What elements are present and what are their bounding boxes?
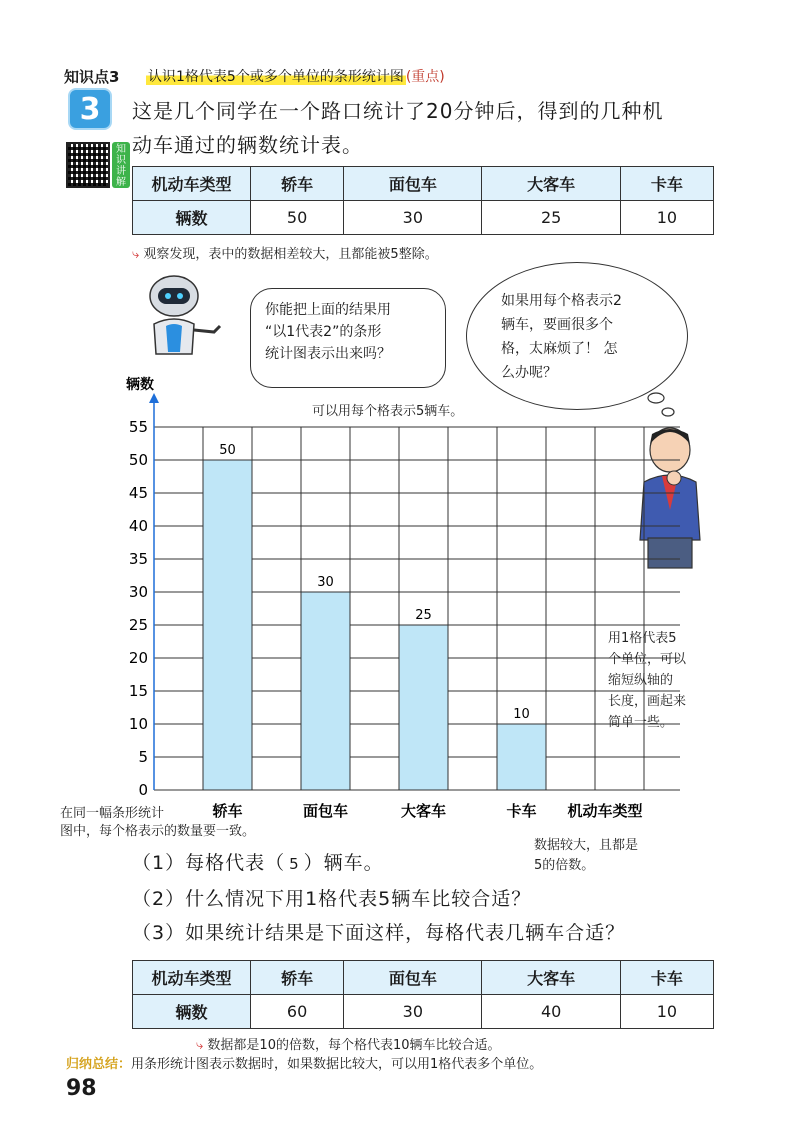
key-point-tag: (重点) <box>405 69 445 85</box>
y-tick-label: 45 <box>128 484 148 502</box>
table2-note-text: 数据都是10的倍数，每个格代表10辆车比较合适。 <box>207 1038 501 1053</box>
page-number: 98 <box>66 1076 97 1101</box>
qr-tag-label: 知识讲解 <box>112 142 130 188</box>
summary-label: 归纳总结： <box>66 1057 132 1072</box>
bar-1 <box>301 592 350 790</box>
table2-value-cell: 60 <box>251 995 344 1029</box>
y-tick-label: 50 <box>128 451 148 469</box>
x-tick-label: 大客车 <box>400 802 447 820</box>
question-1-prefix: （1）每格代表（ <box>132 852 286 874</box>
student-cloud-line: 格，太麻烦了！ 怎 <box>501 341 618 357</box>
scale-hint: 可以用每个格表示5辆车。 <box>312 404 464 419</box>
intro-line-1: 这是几个同学在一个路口统计了20分钟后，得到的几种机 <box>132 99 664 123</box>
bar-value-label: 50 <box>219 443 236 458</box>
table2-value-row <box>133 995 714 1029</box>
table1-value-row <box>133 201 714 235</box>
question-1-answer: 5 <box>289 855 300 873</box>
intro-line-2: 动车通过的辆数统计表。 <box>132 133 363 157</box>
consistency-note <box>60 805 255 841</box>
y-tick-label: 40 <box>128 517 148 535</box>
table2-header-cell: 机动车类型 <box>133 961 251 995</box>
x-axis-title: 机动车类型 <box>567 802 643 820</box>
table2-note <box>196 1034 501 1053</box>
table1-value-cell: 10 <box>620 201 713 235</box>
knowledge-point-label: 知识点3 <box>64 68 120 86</box>
y-tick-label: 30 <box>128 583 148 601</box>
y-axis-arrow-icon <box>149 393 159 403</box>
bar-3 <box>497 724 546 790</box>
table1-header-cell: 机动车类型 <box>133 167 251 201</box>
table1-header-cell: 卡车 <box>620 167 713 201</box>
bar-value-label: 30 <box>317 575 334 590</box>
bar-chart <box>60 375 680 825</box>
table1-header-cell: 面包车 <box>344 167 482 201</box>
robot-bubble-line: 你能把上面的结果用 <box>265 302 391 318</box>
consistency-note-line: 图中，每个格表示的数量要一致。 <box>60 824 256 839</box>
table2-header-cell: 轿车 <box>251 961 344 995</box>
table2-row-label: 辆数 <box>133 995 251 1029</box>
side-note <box>608 628 708 733</box>
table2-value-cell: 30 <box>344 995 482 1029</box>
table2-header-cell: 卡车 <box>620 961 713 995</box>
vehicle-count-table-1 <box>132 166 714 235</box>
problem-number-badge: 3 <box>68 88 112 130</box>
x-tick-label: 面包车 <box>302 802 349 820</box>
observation-note-text: 观察发现，表中的数据相差较大，且都能被5整除。 <box>143 247 438 262</box>
table1-value-cell: 30 <box>344 201 482 235</box>
knowledge-point-title <box>146 66 445 86</box>
side-note-line: 长度，画起来 <box>608 694 687 709</box>
knowledge-title-text: 认识1格代表5个或多个单位的条形统计图 <box>148 69 404 85</box>
table2-header-row <box>133 961 714 995</box>
robot-bubble-line: 统计图表示出来吗？ <box>265 346 391 362</box>
student-cloud-line: 辆车，要画很多个 <box>501 317 613 333</box>
table1-value-cell: 50 <box>251 201 344 235</box>
y-axis-title: 辆数 <box>126 377 154 393</box>
robot-speech-bubble <box>250 288 446 388</box>
question-1 <box>132 848 384 875</box>
y-tick-label: 10 <box>128 715 148 733</box>
student-cloud-line: 么办呢？ <box>501 365 557 381</box>
y-tick-label: 55 <box>128 418 148 436</box>
question-1-suffix: ）辆车。 <box>303 852 384 874</box>
table2-value-cell: 10 <box>620 995 713 1029</box>
bar-0 <box>203 460 252 790</box>
y-tick-label: 35 <box>128 550 148 568</box>
table1-value-cell: 25 <box>482 201 620 235</box>
observation-note <box>132 243 438 262</box>
q2-hint-line: 5的倍数。 <box>534 858 595 873</box>
x-tick-label: 卡车 <box>506 802 537 820</box>
robot-bubble-line: “以1代表2”的条形 <box>265 324 382 340</box>
q2-hint-note <box>534 836 638 876</box>
side-note-line: 简单一些。 <box>608 715 674 730</box>
robot-illustration <box>140 274 228 358</box>
y-tick-label: 0 <box>138 781 148 799</box>
dashed-arrow-icon: ⤷ <box>132 247 140 262</box>
dashed-arrow-icon: ⤷ <box>196 1038 204 1053</box>
table2-value-cell: 40 <box>482 995 620 1029</box>
summary <box>66 1053 542 1072</box>
vehicle-count-table-2 <box>132 960 714 1029</box>
table1-header-row <box>133 167 714 201</box>
consistency-note-line: 在同一幅条形统计 <box>60 806 165 821</box>
student-cloud-line: 如果用每个格表示2 <box>501 293 622 309</box>
table2-header-cell: 面包车 <box>344 961 482 995</box>
problem-intro <box>132 94 732 162</box>
bar-value-label: 25 <box>415 608 432 623</box>
table2-header-cell: 大客车 <box>482 961 620 995</box>
side-note-line: 缩短纵轴的 <box>608 673 674 688</box>
summary-text: 用条形统计图表示数据时，如果数据比较大，可以用1格代表多个单位。 <box>131 1057 543 1072</box>
table1-header-cell: 大客车 <box>482 167 620 201</box>
question-3: （3）如果统计结果是下面这样，每格代表几辆车合适？ <box>132 922 626 944</box>
y-tick-label: 15 <box>128 682 148 700</box>
table1-header-cell: 轿车 <box>251 167 344 201</box>
y-tick-label: 5 <box>138 748 148 766</box>
table1-row-label: 辆数 <box>133 201 251 235</box>
question-2: （2）什么情况下用1格代表5辆车比较合适？ <box>132 888 532 910</box>
side-note-line: 个单位，可以 <box>608 652 687 667</box>
qr-code-icon[interactable] <box>66 142 110 188</box>
side-note-line: 用1格代表5 <box>608 631 677 646</box>
y-tick-label: 20 <box>128 649 148 667</box>
bar-value-label: 10 <box>513 707 530 722</box>
x-tick-label: 轿车 <box>212 802 243 820</box>
y-tick-label: 25 <box>128 616 148 634</box>
q2-hint-line: 数据较大，且都是 <box>534 838 639 853</box>
bar-2 <box>399 625 448 790</box>
